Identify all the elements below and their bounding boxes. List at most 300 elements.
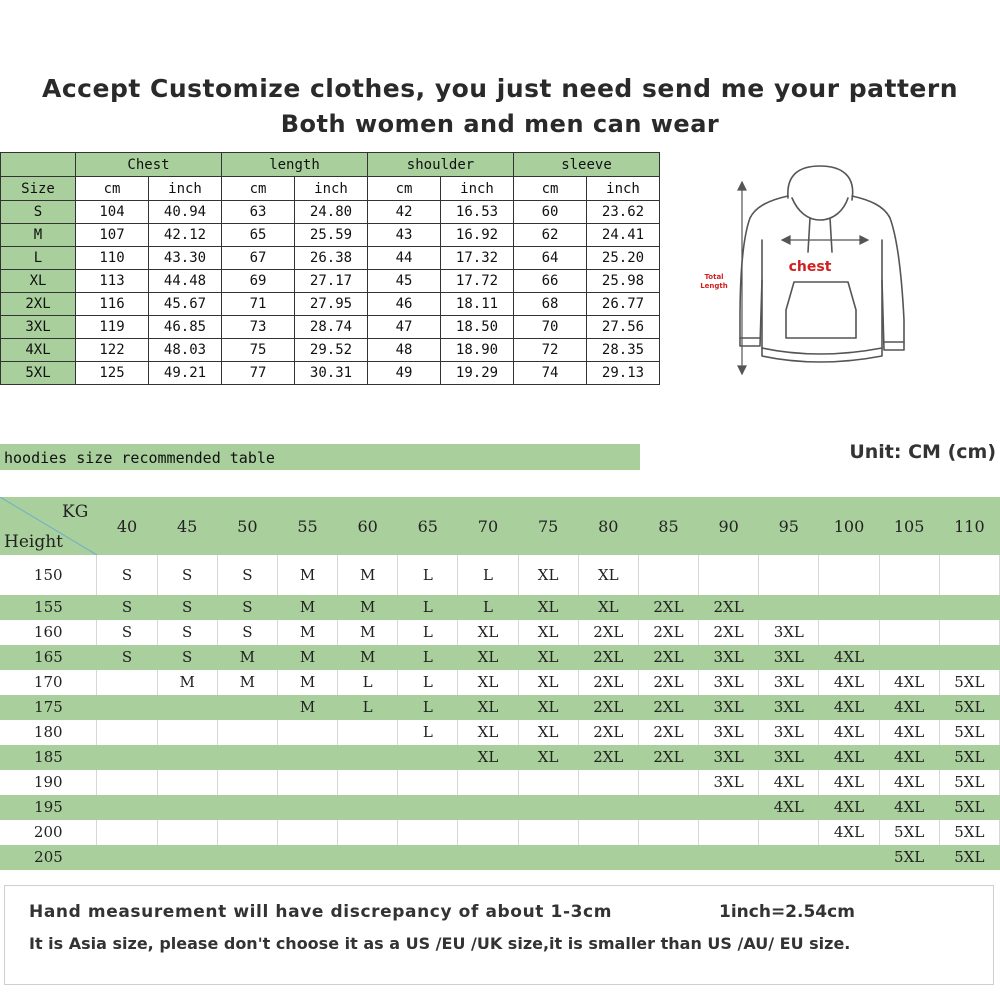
- recommended-size-cell: [338, 795, 398, 820]
- weight-header: 75: [518, 497, 578, 555]
- weight-header: 50: [217, 497, 277, 555]
- recommended-size-cell: XL: [458, 720, 518, 745]
- recommended-size-cell: [458, 770, 518, 795]
- recommended-size-cell: [157, 695, 217, 720]
- recommended-size-cell: M: [338, 595, 398, 620]
- recommended-size-cell: 2XL: [638, 745, 698, 770]
- size-value-cell: 27.95: [295, 293, 368, 316]
- recommended-size-cell: 2XL: [699, 620, 759, 645]
- recommended-size-cell: 4XL: [879, 770, 939, 795]
- recommended-size-cell: 2XL: [638, 670, 698, 695]
- recommended-size-cell: [578, 795, 638, 820]
- size-value-cell: 29.52: [295, 339, 368, 362]
- recommended-size-cell: [879, 620, 939, 645]
- height-axis-label: Height: [4, 532, 63, 552]
- recommended-size-cell: [338, 745, 398, 770]
- recommended-size-cell: 5XL: [939, 795, 999, 820]
- recommended-size-cell: [759, 845, 819, 870]
- unit-inch-header: inch: [295, 177, 368, 201]
- size-value-cell: 62: [514, 224, 587, 247]
- recommended-size-cell: XL: [518, 670, 578, 695]
- recommended-size-cell: [217, 820, 277, 845]
- size-row: [1, 339, 660, 362]
- recommended-size-cell: M: [277, 645, 337, 670]
- measurement-note: Hand measurement will have discrepancy of about 1-3cm: [29, 902, 613, 922]
- size-value-cell: 25.59: [295, 224, 368, 247]
- size-row: [1, 270, 660, 293]
- size-value-cell: 48: [368, 339, 441, 362]
- height-cell: 160: [0, 620, 97, 645]
- recommended-size-cell: XL: [518, 695, 578, 720]
- recommended-size-cell: S: [97, 595, 157, 620]
- recommended-size-cell: 2XL: [578, 695, 638, 720]
- recommended-size-cell: 2XL: [578, 670, 638, 695]
- recommended-size-cell: [157, 745, 217, 770]
- height-cell: 190: [0, 770, 97, 795]
- size-value-cell: 45.67: [149, 293, 222, 316]
- size-value-cell: 104: [76, 201, 149, 224]
- size-column-header: Size: [1, 177, 76, 201]
- size-value-cell: 64: [514, 247, 587, 270]
- kg-axis-label: KG: [62, 502, 89, 522]
- height-cell: 150: [0, 555, 97, 595]
- recommended-size-cell: [97, 670, 157, 695]
- size-row: [1, 247, 660, 270]
- size-value-cell: 72: [514, 339, 587, 362]
- recommended-size-cell: [518, 770, 578, 795]
- recommended-table-title: hoodies size recommended table: [0, 444, 640, 470]
- recommended-size-cell: [217, 695, 277, 720]
- size-label-cell: 2XL: [1, 293, 76, 316]
- size-row: [1, 362, 660, 385]
- size-value-cell: 122: [76, 339, 149, 362]
- recommended-size-cell: [277, 845, 337, 870]
- recommended-size-cell: L: [398, 620, 458, 645]
- recommended-size-cell: S: [217, 555, 277, 595]
- recommended-size-cell: [277, 795, 337, 820]
- recommended-size-cell: [578, 845, 638, 870]
- size-value-cell: 17.72: [441, 270, 514, 293]
- weight-header: 90: [699, 497, 759, 555]
- recommended-size-cell: [518, 795, 578, 820]
- recommended-size-cell: 4XL: [879, 720, 939, 745]
- recommended-size-cell: 5XL: [879, 820, 939, 845]
- size-value-cell: 16.92: [441, 224, 514, 247]
- recommended-size-cell: [699, 555, 759, 595]
- size-value-cell: 48.03: [149, 339, 222, 362]
- recommended-size-cell: [338, 770, 398, 795]
- size-value-cell: 65: [222, 224, 295, 247]
- size-value-cell: 27.56: [587, 316, 660, 339]
- recommended-size-cell: L: [398, 670, 458, 695]
- size-value-cell: 71: [222, 293, 295, 316]
- size-value-cell: 28.74: [295, 316, 368, 339]
- hoodie-diagram: [690, 160, 930, 390]
- weight-header: 80: [578, 497, 638, 555]
- recommended-size-cell: 3XL: [699, 670, 759, 695]
- size-value-cell: 42.12: [149, 224, 222, 247]
- size-label-cell: 4XL: [1, 339, 76, 362]
- header-line-2: Both women and men can wear: [280, 110, 720, 138]
- recommended-size-cell: [338, 820, 398, 845]
- size-value-cell: 23.62: [587, 201, 660, 224]
- recommended-size-cell: XL: [458, 745, 518, 770]
- recommended-size-cell: 5XL: [939, 695, 999, 720]
- recommended-size-cell: [939, 645, 999, 670]
- recommendation-row: [0, 720, 1000, 745]
- size-table-corner: [1, 153, 76, 177]
- size-value-cell: 68: [514, 293, 587, 316]
- size-value-cell: 25.98: [587, 270, 660, 293]
- recommended-size-cell: 2XL: [638, 720, 698, 745]
- recommended-size-cell: [939, 595, 999, 620]
- recommendation-row: [0, 645, 1000, 670]
- weight-header: 60: [338, 497, 398, 555]
- chest-label: chest: [788, 259, 832, 275]
- recommended-size-cell: [699, 820, 759, 845]
- recommended-size-cell: 4XL: [819, 645, 879, 670]
- recommended-size-cell: L: [458, 555, 518, 595]
- recommended-size-cell: [398, 845, 458, 870]
- recommended-size-cell: [217, 770, 277, 795]
- size-value-cell: 47: [368, 316, 441, 339]
- weight-header: 45: [157, 497, 217, 555]
- recommended-size-cell: 2XL: [638, 695, 698, 720]
- recommended-size-cell: S: [217, 620, 277, 645]
- height-cell: 195: [0, 795, 97, 820]
- size-value-cell: 70: [514, 316, 587, 339]
- size-value-cell: 77: [222, 362, 295, 385]
- recommended-size-cell: S: [217, 595, 277, 620]
- recommended-size-cell: XL: [458, 670, 518, 695]
- weight-header: 65: [398, 497, 458, 555]
- size-value-cell: 49.21: [149, 362, 222, 385]
- weight-header: 70: [458, 497, 518, 555]
- height-cell: 200: [0, 820, 97, 845]
- size-value-cell: 73: [222, 316, 295, 339]
- unit-inch-header: inch: [587, 177, 660, 201]
- recommended-size-cell: M: [338, 620, 398, 645]
- recommended-size-cell: S: [157, 595, 217, 620]
- recommendation-row: [0, 595, 1000, 620]
- size-value-cell: 67: [222, 247, 295, 270]
- height-cell: 205: [0, 845, 97, 870]
- size-value-cell: 60: [514, 201, 587, 224]
- recommended-size-cell: 2XL: [578, 745, 638, 770]
- group-length: length: [222, 153, 368, 177]
- asia-size-note: It is Asia size, please don't choose it as a US /EU /UK size,it is smaller than US /AU/ EU size.: [29, 934, 851, 953]
- recommended-size-cell: [518, 845, 578, 870]
- size-value-cell: 69: [222, 270, 295, 293]
- recommended-size-cell: [458, 845, 518, 870]
- size-value-cell: 66: [514, 270, 587, 293]
- recommended-size-cell: L: [458, 595, 518, 620]
- recommended-size-cell: 3XL: [699, 720, 759, 745]
- size-value-cell: 18.11: [441, 293, 514, 316]
- size-value-cell: 40.94: [149, 201, 222, 224]
- weight-height-corner: [0, 497, 97, 555]
- recommended-size-cell: 5XL: [939, 720, 999, 745]
- recommended-size-cell: [819, 845, 879, 870]
- recommended-size-cell: [578, 820, 638, 845]
- size-value-cell: 125: [76, 362, 149, 385]
- recommended-size-cell: [638, 845, 698, 870]
- recommended-size-cell: 4XL: [879, 670, 939, 695]
- recommended-size-cell: 2XL: [638, 620, 698, 645]
- recommended-size-cell: XL: [518, 645, 578, 670]
- recommended-size-cell: [398, 795, 458, 820]
- recommended-size-cell: [819, 620, 879, 645]
- recommended-size-cell: 3XL: [759, 670, 819, 695]
- recommended-size-cell: [277, 820, 337, 845]
- recommended-size-cell: 2XL: [638, 645, 698, 670]
- recommended-size-cell: L: [398, 695, 458, 720]
- recommendation-row: [0, 745, 1000, 770]
- size-value-cell: 119: [76, 316, 149, 339]
- header-line-1: Accept Customize clothes, you just need send me your pattern: [42, 74, 958, 103]
- recommended-size-cell: 3XL: [699, 770, 759, 795]
- size-value-cell: 43.30: [149, 247, 222, 270]
- size-value-cell: 18.90: [441, 339, 514, 362]
- size-value-cell: 46.85: [149, 316, 222, 339]
- size-value-cell: 25.20: [587, 247, 660, 270]
- recommended-size-cell: XL: [458, 695, 518, 720]
- recommended-size-cell: 4XL: [759, 795, 819, 820]
- weight-header: 40: [97, 497, 157, 555]
- recommendation-row: [0, 845, 1000, 870]
- recommended-size-cell: 3XL: [759, 620, 819, 645]
- group-shoulder: shoulder: [368, 153, 514, 177]
- recommended-size-cell: [759, 555, 819, 595]
- recommendation-row: [0, 795, 1000, 820]
- size-label-cell: M: [1, 224, 76, 247]
- recommended-size-cell: M: [157, 670, 217, 695]
- recommended-size-cell: 3XL: [699, 645, 759, 670]
- recommended-size-cell: [97, 770, 157, 795]
- recommended-size-cell: S: [97, 555, 157, 595]
- unit-cm-header: cm: [222, 177, 295, 201]
- recommended-size-cell: [157, 820, 217, 845]
- recommended-size-cell: M: [277, 595, 337, 620]
- recommended-size-cell: [217, 795, 277, 820]
- weight-header: 85: [638, 497, 698, 555]
- size-value-cell: 28.35: [587, 339, 660, 362]
- recommended-size-cell: [819, 595, 879, 620]
- recommended-size-cell: S: [97, 620, 157, 645]
- recommended-size-cell: [217, 845, 277, 870]
- recommended-size-cell: XL: [518, 720, 578, 745]
- recommended-size-cell: XL: [458, 645, 518, 670]
- size-row: [1, 316, 660, 339]
- recommended-size-cell: [578, 770, 638, 795]
- recommended-size-cell: 2XL: [578, 645, 638, 670]
- height-cell: 170: [0, 670, 97, 695]
- size-value-cell: 26.38: [295, 247, 368, 270]
- height-cell: 185: [0, 745, 97, 770]
- size-row: [1, 224, 660, 247]
- group-chest: Chest: [76, 153, 222, 177]
- recommended-size-cell: M: [277, 620, 337, 645]
- weight-header: 100: [819, 497, 879, 555]
- recommendation-row: [0, 555, 1000, 595]
- size-value-cell: 44: [368, 247, 441, 270]
- recommended-size-cell: 5XL: [939, 670, 999, 695]
- recommended-size-cell: [518, 820, 578, 845]
- recommended-size-cell: [699, 795, 759, 820]
- recommended-size-cell: S: [157, 645, 217, 670]
- size-value-cell: 24.41: [587, 224, 660, 247]
- size-value-cell: 24.80: [295, 201, 368, 224]
- unit-inch-header: inch: [441, 177, 514, 201]
- total-length-label-line-1: Total: [704, 273, 724, 281]
- recommended-size-cell: [217, 745, 277, 770]
- recommended-size-cell: [398, 820, 458, 845]
- recommended-size-cell: L: [338, 695, 398, 720]
- size-value-cell: 116: [76, 293, 149, 316]
- recommended-size-cell: 3XL: [699, 745, 759, 770]
- recommended-size-cell: 4XL: [879, 695, 939, 720]
- size-value-cell: 27.17: [295, 270, 368, 293]
- recommended-size-cell: L: [338, 670, 398, 695]
- recommended-size-cell: M: [338, 645, 398, 670]
- recommended-size-cell: M: [277, 695, 337, 720]
- recommended-size-cell: [458, 820, 518, 845]
- recommended-size-cell: [97, 795, 157, 820]
- size-value-cell: 49: [368, 362, 441, 385]
- height-cell: 180: [0, 720, 97, 745]
- recommended-size-cell: [217, 720, 277, 745]
- recommendation-row: [0, 820, 1000, 845]
- height-cell: 175: [0, 695, 97, 720]
- recommended-size-cell: [97, 695, 157, 720]
- recommendation-row: [0, 620, 1000, 645]
- recommended-size-cell: 3XL: [699, 695, 759, 720]
- recommended-size-cell: S: [157, 555, 217, 595]
- size-value-cell: 17.32: [441, 247, 514, 270]
- size-chart-table: [0, 152, 660, 385]
- recommended-size-cell: S: [157, 620, 217, 645]
- recommended-size-cell: [398, 745, 458, 770]
- recommended-size-cell: [759, 820, 819, 845]
- weight-header: 95: [759, 497, 819, 555]
- recommended-size-cell: XL: [458, 620, 518, 645]
- recommended-size-cell: 2XL: [578, 620, 638, 645]
- notes-box: [4, 885, 994, 985]
- inch-conversion-note: 1inch=2.54cm: [719, 902, 855, 922]
- recommended-size-cell: [699, 845, 759, 870]
- recommended-size-cell: S: [97, 645, 157, 670]
- size-row: [1, 201, 660, 224]
- recommended-size-cell: 4XL: [819, 720, 879, 745]
- recommended-size-cell: 4XL: [819, 820, 879, 845]
- size-value-cell: 45: [368, 270, 441, 293]
- size-value-cell: 75: [222, 339, 295, 362]
- recommended-size-cell: L: [398, 720, 458, 745]
- total-length-label-line-2: Length: [700, 282, 728, 290]
- recommended-size-cell: M: [277, 555, 337, 595]
- recommended-size-cell: [97, 845, 157, 870]
- recommended-size-cell: 4XL: [759, 770, 819, 795]
- recommended-size-cell: [97, 820, 157, 845]
- weight-header: 110: [939, 497, 999, 555]
- recommended-size-cell: 5XL: [939, 820, 999, 845]
- unit-cm-header: cm: [368, 177, 441, 201]
- size-value-cell: 26.77: [587, 293, 660, 316]
- weight-header: 105: [879, 497, 939, 555]
- size-value-cell: 44.48: [149, 270, 222, 293]
- recommended-size-cell: [97, 720, 157, 745]
- unit-inch-header: inch: [149, 177, 222, 201]
- size-label-cell: 3XL: [1, 316, 76, 339]
- size-label-cell: XL: [1, 270, 76, 293]
- recommended-size-cell: [759, 595, 819, 620]
- recommended-size-cell: [157, 770, 217, 795]
- size-label-cell: 5XL: [1, 362, 76, 385]
- recommended-size-cell: L: [398, 555, 458, 595]
- unit-cm-header: cm: [76, 177, 149, 201]
- height-cell: 165: [0, 645, 97, 670]
- size-label-cell: S: [1, 201, 76, 224]
- recommended-size-cell: 4XL: [819, 670, 879, 695]
- recommended-size-cell: [939, 555, 999, 595]
- size-value-cell: 18.50: [441, 316, 514, 339]
- unit-label: Unit: CM (cm): [849, 441, 996, 463]
- recommended-size-cell: 4XL: [819, 745, 879, 770]
- size-value-cell: 63: [222, 201, 295, 224]
- recommended-size-cell: [458, 795, 518, 820]
- recommended-size-cell: [338, 845, 398, 870]
- recommended-size-cell: 4XL: [819, 795, 879, 820]
- recommended-size-cell: M: [217, 670, 277, 695]
- recommended-size-cell: 4XL: [879, 745, 939, 770]
- recommended-size-cell: [638, 820, 698, 845]
- size-value-cell: 30.31: [295, 362, 368, 385]
- recommendation-row: [0, 695, 1000, 720]
- recommended-size-cell: 2XL: [699, 595, 759, 620]
- recommended-size-cell: 3XL: [759, 720, 819, 745]
- recommended-size-cell: 3XL: [759, 695, 819, 720]
- size-value-cell: 29.13: [587, 362, 660, 385]
- recommended-size-cell: [939, 620, 999, 645]
- size-value-cell: 46: [368, 293, 441, 316]
- size-recommendation-table: [0, 497, 1000, 870]
- recommended-size-cell: [157, 720, 217, 745]
- recommended-size-cell: M: [277, 670, 337, 695]
- recommended-size-cell: 5XL: [939, 770, 999, 795]
- recommended-size-cell: 4XL: [879, 795, 939, 820]
- recommended-size-cell: [97, 745, 157, 770]
- recommended-size-cell: [819, 555, 879, 595]
- recommended-size-cell: 5XL: [939, 845, 999, 870]
- size-value-cell: 110: [76, 247, 149, 270]
- recommended-size-cell: [879, 595, 939, 620]
- group-sleeve: sleeve: [514, 153, 660, 177]
- recommended-size-cell: 3XL: [759, 645, 819, 670]
- recommended-size-cell: [277, 720, 337, 745]
- weight-header: 55: [277, 497, 337, 555]
- recommended-size-cell: 5XL: [879, 845, 939, 870]
- recommended-size-cell: L: [398, 645, 458, 670]
- recommended-size-cell: 3XL: [759, 745, 819, 770]
- recommended-size-cell: 5XL: [939, 745, 999, 770]
- recommended-size-cell: L: [398, 595, 458, 620]
- recommended-size-cell: XL: [518, 745, 578, 770]
- recommended-size-cell: XL: [578, 555, 638, 595]
- size-value-cell: 113: [76, 270, 149, 293]
- size-value-cell: 16.53: [441, 201, 514, 224]
- recommended-size-cell: [398, 770, 458, 795]
- recommendation-row: [0, 770, 1000, 795]
